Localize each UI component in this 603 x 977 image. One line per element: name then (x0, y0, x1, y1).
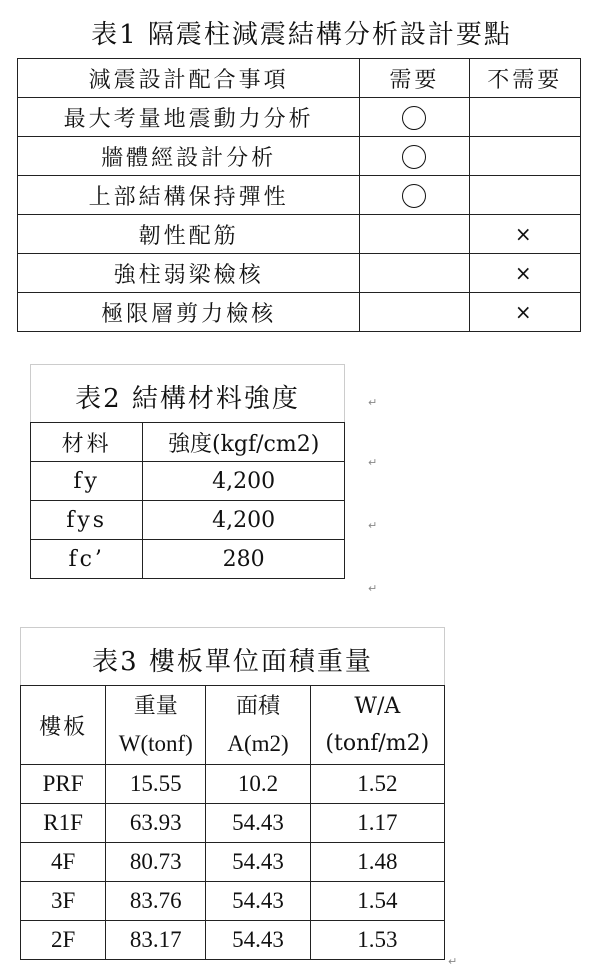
table3-wa: 1.53 (310, 921, 444, 960)
table3-wa: 1.54 (310, 882, 444, 921)
table1-no-need-cell (469, 137, 580, 176)
table3-floor: R1F (21, 804, 106, 843)
table2-header-row (31, 423, 345, 462)
table2-caption: 表2 結構材料強度 (75, 384, 300, 414)
paragraph-mark-icon: ↵ (368, 456, 378, 469)
table1-item: 韌性配筋 (18, 215, 360, 254)
table1-no-need-cell (469, 215, 580, 254)
table-row (18, 137, 581, 176)
table1-item: 極限層剪力檢核 (18, 293, 360, 332)
table1-header-no-need: 不需要 (469, 59, 580, 98)
table-row (18, 98, 581, 137)
table3-header-weight-bottom: W(tonf) (118, 731, 193, 756)
table3-floor: 4F (21, 843, 106, 882)
table3-area: 54.43 (206, 882, 310, 921)
cross-mark-icon: × (514, 221, 535, 246)
table2-strength: 4,200 (143, 462, 345, 501)
table1-item: 上部結構保持彈性 (18, 176, 360, 215)
table1-header-need: 需要 (360, 59, 469, 98)
table2-material: fc’ (31, 540, 143, 579)
table1-need-cell (360, 215, 469, 254)
table-row (21, 804, 445, 843)
table-row (18, 215, 581, 254)
table2-material-strength (30, 422, 345, 579)
table3-header-wa-bottom: (tonf/m2) (325, 731, 430, 756)
table2-header-material: 材料 (31, 423, 143, 462)
table1-header-row (18, 59, 581, 98)
table3-header-weight (106, 686, 206, 765)
table-row (31, 462, 345, 501)
table3-wa: 1.17 (310, 804, 444, 843)
cross-mark-icon: × (514, 260, 535, 285)
table3-area: 54.43 (206, 804, 310, 843)
table3-area: 54.43 (206, 843, 310, 882)
table-row (21, 843, 445, 882)
table-row (21, 921, 445, 960)
table-row (21, 882, 445, 921)
table3-floor: PRF (21, 765, 106, 804)
table1-no-need-cell (469, 176, 580, 215)
table3-weight: 83.17 (106, 921, 206, 960)
table1-item: 強柱弱梁檢核 (18, 254, 360, 293)
cross-mark-icon: × (514, 299, 535, 324)
table1-design-points (17, 58, 581, 332)
table2-header-strength: 強度(kgf/cm2) (143, 423, 345, 462)
table1-caption: 表1 隔震柱減震結構分析設計要點 (91, 20, 512, 50)
table3-header-wa-top: W/A (354, 694, 401, 719)
table3-wa: 1.52 (310, 765, 444, 804)
table3-weight: 83.76 (106, 882, 206, 921)
table2-material: fys (31, 501, 143, 540)
table3-weight: 63.93 (106, 804, 206, 843)
table-row (31, 501, 345, 540)
table3-header-area (206, 686, 310, 765)
table1-need-cell (360, 293, 469, 332)
table1-no-need-cell (469, 98, 580, 137)
table-row (31, 540, 345, 579)
table3-weight: 15.55 (106, 765, 206, 804)
table3-floor: 3F (21, 882, 106, 921)
circle-mark-icon (402, 106, 426, 130)
table3-header-area-bottom: A(m2) (227, 731, 289, 756)
table1-need-cell (360, 176, 469, 215)
table2-strength: 280 (143, 540, 345, 579)
table-row (18, 176, 581, 215)
table3-wa: 1.48 (310, 843, 444, 882)
paragraph-mark-icon: ↵ (368, 396, 378, 409)
table3-area: 10.2 (206, 765, 310, 804)
table1-header-item: 減震設計配合事項 (18, 59, 360, 98)
table1-need-cell (360, 137, 469, 176)
table2-strength: 4,200 (143, 501, 345, 540)
table3-area: 54.43 (206, 921, 310, 960)
table3-weight: 80.73 (106, 843, 206, 882)
table1-need-cell (360, 254, 469, 293)
table1-no-need-cell (469, 254, 580, 293)
paragraph-mark-icon: ↵ (448, 955, 458, 968)
table-row (18, 293, 581, 332)
table3-floor-weight (20, 685, 445, 960)
table3-header-wa (310, 686, 444, 765)
table1-need-cell (360, 98, 469, 137)
table2-material: fy (31, 462, 143, 501)
table1-item: 最大考量地震動力分析 (18, 98, 360, 137)
table3-caption: 表3 樓板單位面積重量 (92, 647, 373, 677)
table3-floor: 2F (21, 921, 106, 960)
table3-header-area-top: 面積 (236, 694, 281, 719)
table3-header-weight-top: 重量 (133, 694, 178, 719)
table1-no-need-cell (469, 293, 580, 332)
table1-item: 牆體經設計分析 (18, 137, 360, 176)
paragraph-mark-icon: ↵ (368, 519, 378, 532)
table-row (18, 254, 581, 293)
circle-mark-icon (402, 145, 426, 169)
table-row (21, 765, 445, 804)
paragraph-mark-icon: ↵ (368, 582, 378, 595)
table3-header-slab: 樓板 (21, 686, 106, 765)
circle-mark-icon (402, 184, 426, 208)
